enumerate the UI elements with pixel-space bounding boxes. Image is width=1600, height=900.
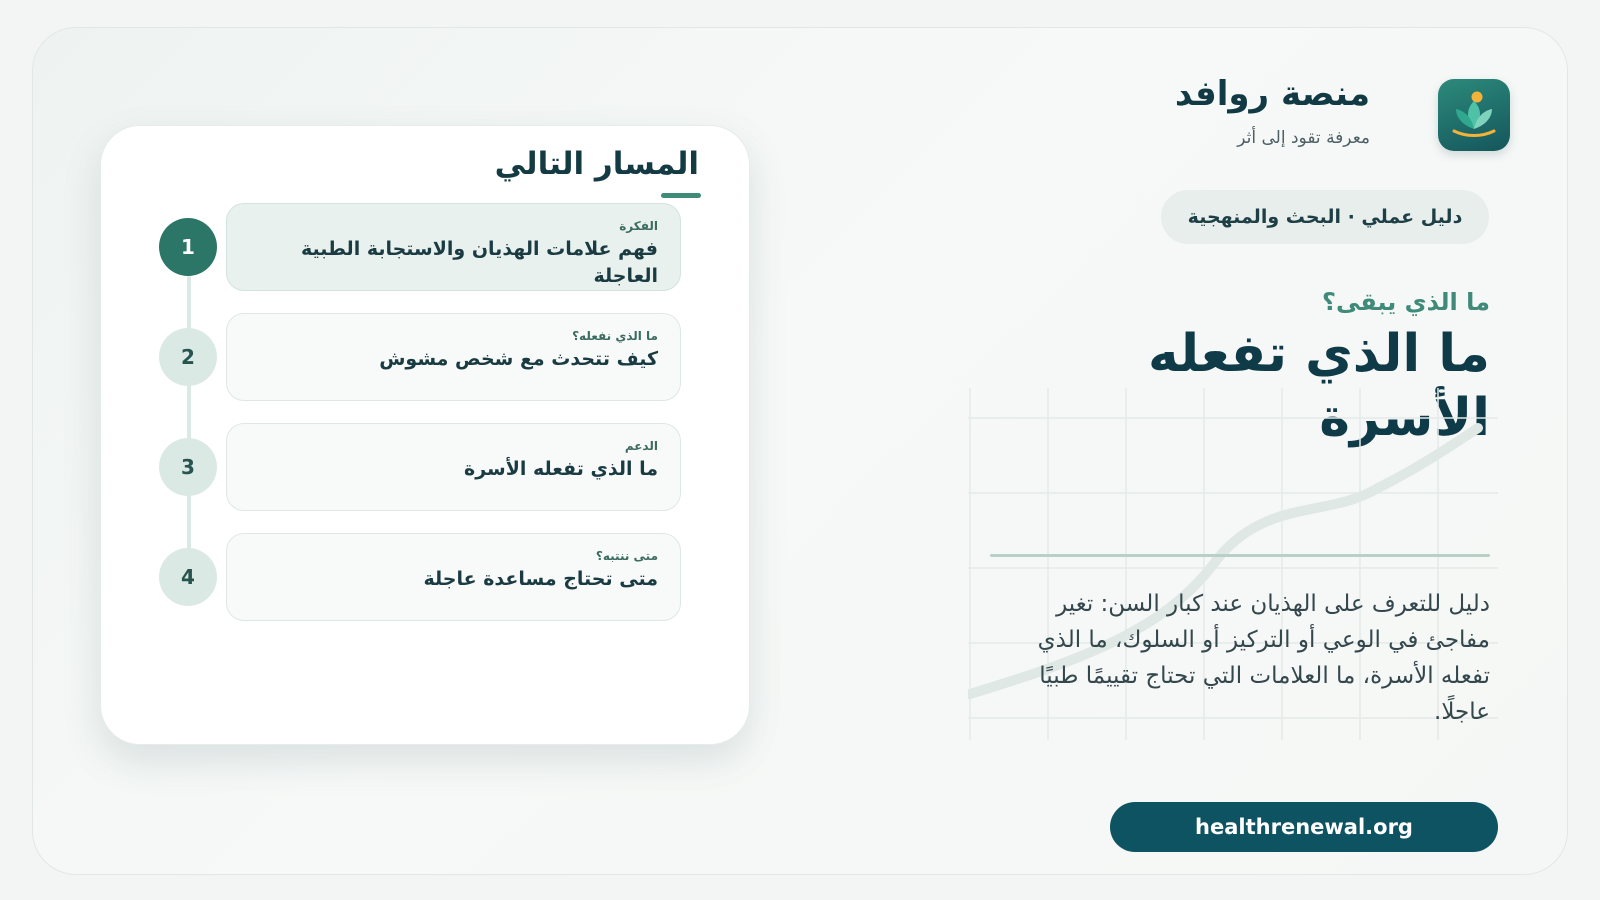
step-text: ما الذي تفعله الأسرة: [464, 458, 658, 480]
step-kicker: متى ننتبه؟: [595, 549, 658, 563]
step-number: 3: [159, 438, 217, 496]
brand-tagline: معرفة تقود إلى أثر: [1237, 128, 1370, 148]
step-text: متى تحتاج مساعدة عاجلة: [423, 568, 658, 590]
step-item[interactable]: [226, 533, 681, 621]
step-kicker: ما الذي نفعله؟: [572, 329, 658, 343]
step-kicker: الدعم: [624, 439, 658, 453]
hero-description: دليل للتعرف على الهذيان عند كبار السن: تغير مفاجئ في الوعي أو التركيز أو السلوك، ما الذي تفعله الأسرة، ما العلامات التي تحتاج تقييمًا طبيًا عاجلًا.: [1037, 591, 1490, 725]
step-number: 2: [159, 328, 217, 386]
step-text: كيف تتحدث مع شخص مشوش: [379, 348, 658, 370]
step-number: 1: [159, 218, 217, 276]
step-item[interactable]: [226, 313, 681, 401]
step-number: 4: [159, 548, 217, 606]
website-link-button[interactable]: healthrenewal.org: [1110, 802, 1498, 852]
section-divider: [990, 554, 1490, 557]
step-kicker: الفكرة: [619, 219, 658, 233]
step-item[interactable]: [226, 423, 681, 511]
lotus-sun-icon: [1438, 79, 1510, 151]
category-badge: دليل عملي · البحث والمنهجية: [1161, 190, 1489, 244]
title-underline: [661, 193, 701, 198]
hero-kicker: ما الذي يبقى؟: [1322, 288, 1490, 316]
step-text: فهم علامات الهذيان والاستجابة الطبية العاجلة: [301, 238, 658, 287]
next-path-card: [100, 125, 750, 745]
card-title: المسار التالي: [494, 146, 699, 182]
step-item[interactable]: [226, 203, 681, 291]
hero-title: ما الذي تفعله الأسرة: [1147, 324, 1490, 448]
brand-name: منصة روافد: [1174, 74, 1370, 114]
